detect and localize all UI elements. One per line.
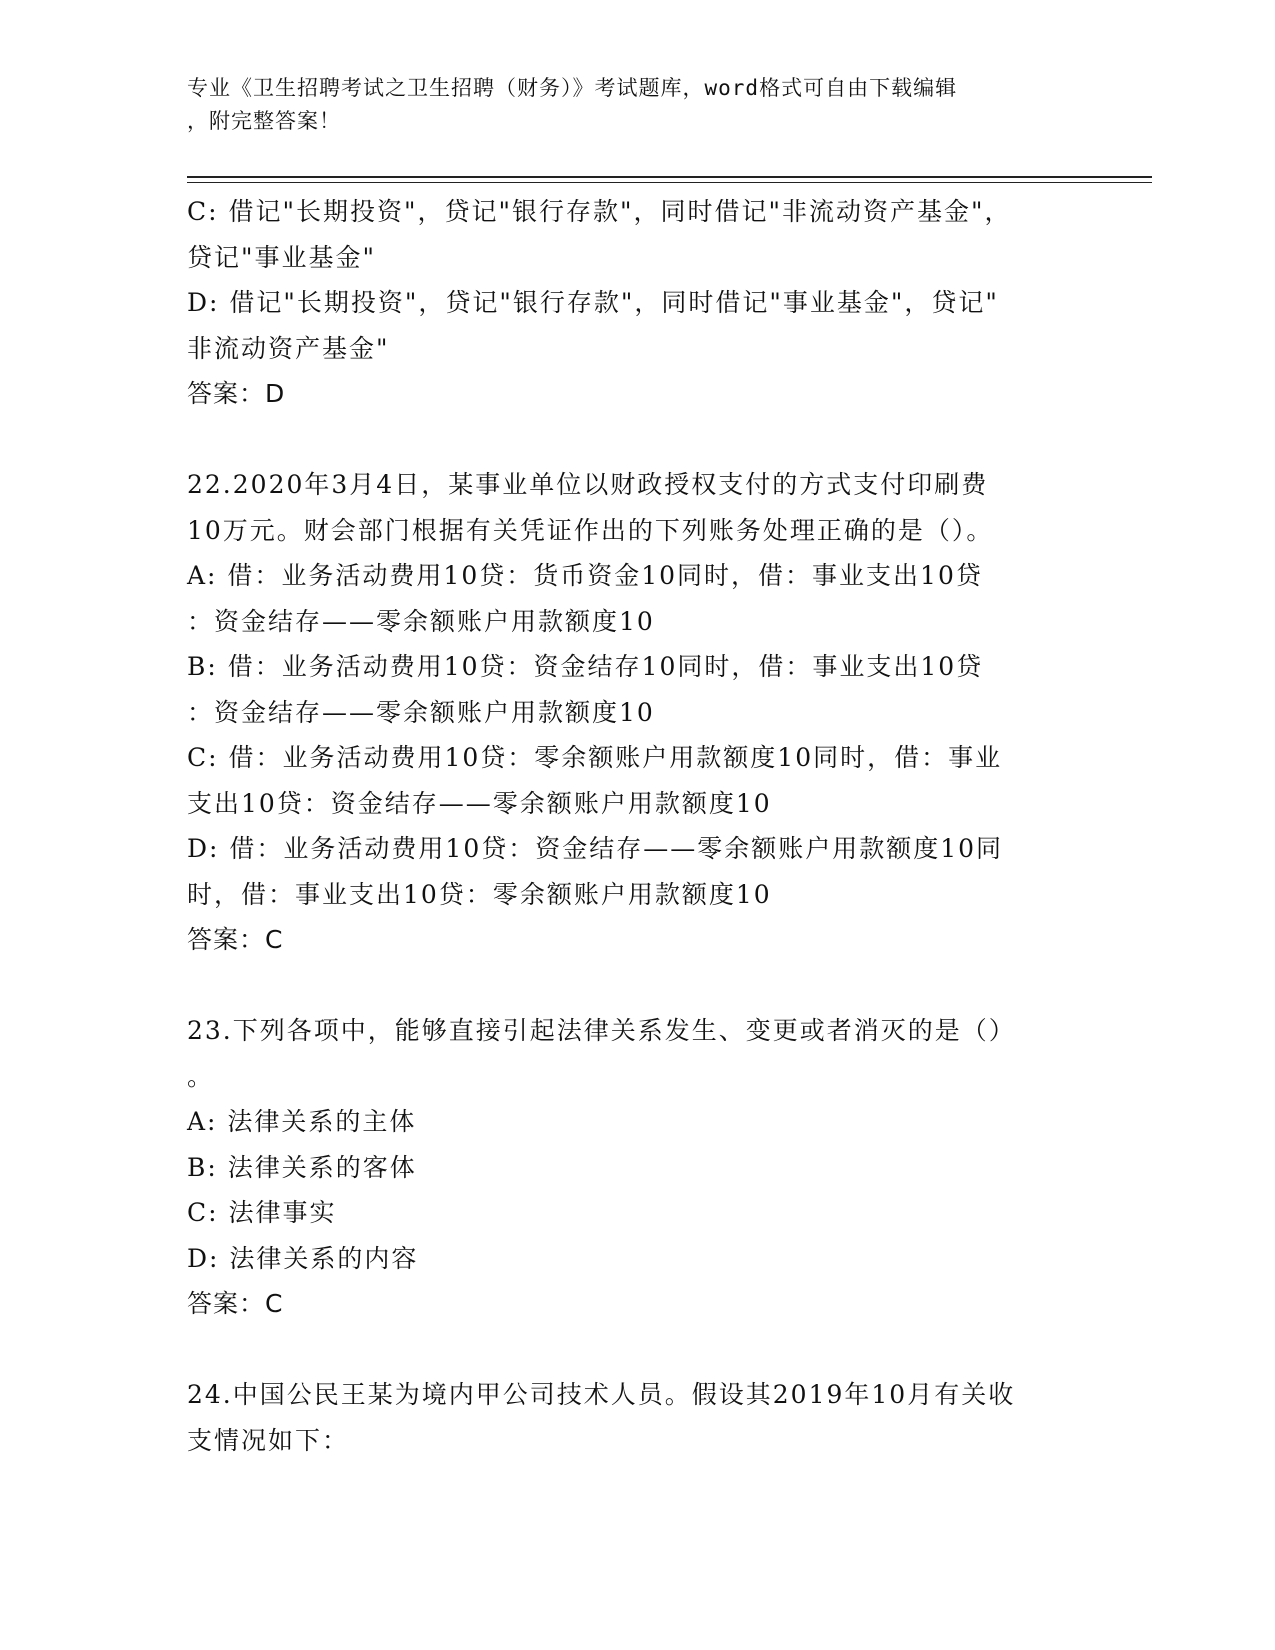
question-22 <box>187 462 1087 963</box>
option-d: D: 借：业务活动费用10贷：资金结存——零余额账户用款额度10同 <box>187 834 1004 863</box>
option-b: B: 借：业务活动费用10贷：资金结存10同时，借：事业支出10贷 <box>187 652 984 681</box>
header-divider <box>187 182 1152 183</box>
answer: 答案：C <box>187 925 284 954</box>
option-a: A: 法律关系的主体 <box>187 1107 417 1136</box>
question-stem: 23.下列各项中，能够直接引起法律关系发生、变更或者消灭的是（） <box>187 1016 1016 1045</box>
question-23 <box>187 1008 1087 1327</box>
option-c: 贷记"事业基金" <box>187 242 376 272</box>
document-body <box>187 189 1087 1463</box>
header-line: 专业《卫生招聘考试之卫生招聘（财务）》考试题库，word格式可自由下载编辑 <box>187 76 958 100</box>
option-d: D: 借记"长期投资"，贷记"银行存款"，同时借记"事业基金"，贷记" <box>187 288 999 317</box>
question-21-tail <box>187 189 1087 417</box>
option-c: C: 借记"长期投资"，贷记"银行存款"，同时借记"非流动资产基金"， <box>187 197 1012 226</box>
header-divider <box>187 176 1152 178</box>
option-d: 时，借：事业支出10贷：零余额账户用款额度10 <box>187 879 772 909</box>
option-c: C: 法律事实 <box>187 1198 337 1227</box>
answer: 答案：C <box>187 1289 284 1318</box>
option-b: B: 法律关系的客体 <box>187 1152 417 1182</box>
question-stem: 22.2020年3月4日，某事业单位以财政授权支付的方式支付印刷费 <box>187 470 989 499</box>
option-a: A: 借：业务活动费用10贷：货币资金10同时，借：事业支出10贷 <box>187 561 983 590</box>
question-24 <box>187 1372 1087 1463</box>
option-a: ：资金结存——零余额账户用款额度10 <box>187 606 655 636</box>
header-line: ，附完整答案！ <box>187 109 341 133</box>
page-header <box>187 72 1067 138</box>
answer: 答案：D <box>187 379 286 408</box>
option-c: 支出10贷：资金结存——零余额账户用款额度10 <box>187 788 772 818</box>
question-stem: 10万元。财会部门根据有关凭证作出的下列账务处理正确的是（）。 <box>187 515 994 545</box>
option-d: D: 法律关系的内容 <box>187 1243 419 1273</box>
option-d: 非流动资产基金" <box>187 333 390 363</box>
option-b: ：资金结存——零余额账户用款额度10 <box>187 697 655 727</box>
question-stem: 。 <box>187 1061 215 1091</box>
option-c: C: 借：业务活动费用10贷：零余额账户用款额度10同时，借：事业 <box>187 743 1003 772</box>
question-stem: 24.中国公民王某为境内甲公司技术人员。假设其2019年10月有关收 <box>187 1380 1016 1409</box>
question-stem: 支情况如下： <box>187 1425 350 1455</box>
